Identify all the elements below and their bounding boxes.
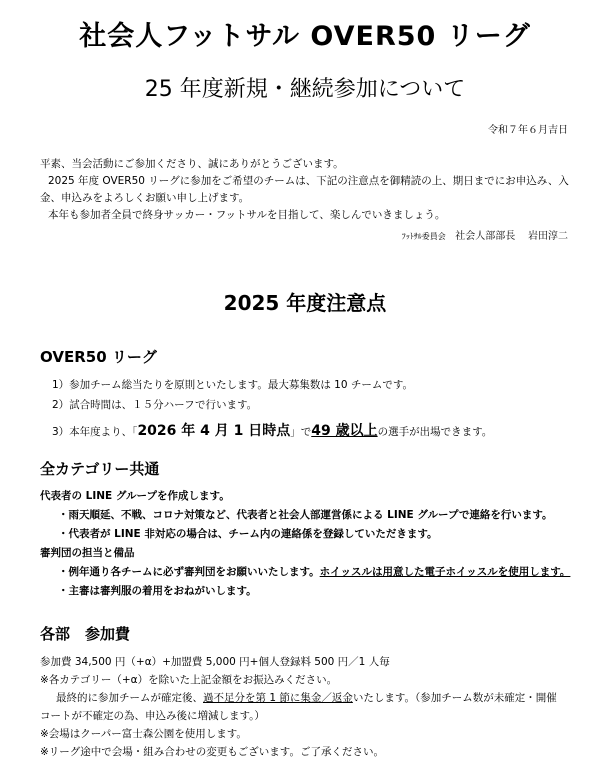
intro-line-2: 2025 年度 OVER50 リーグに参加をご希望のチームは、下記の注意点を御精読の上、期日までにお申込み、入 — [48, 175, 569, 187]
fees-line-3-post: いたします。（参加チーム数が未確定・開催 — [352, 692, 557, 704]
item3-age: 49 歳以上 — [311, 423, 378, 439]
signature-name: 岩田淳二 — [528, 231, 568, 242]
issue-date: 令和７年６月吉日 — [488, 125, 568, 136]
signature — [402, 227, 568, 242]
intro-line-4: 本年も参加者全員で終身サッカー・フットサルを目指して、楽しんでいきましょう。 — [48, 209, 446, 221]
fees-line-3 — [56, 690, 557, 705]
over50-item-2: 2）試合時間は、１５分ハーフで行います。 — [52, 399, 258, 411]
fees-heading: 各部 参加費 — [40, 625, 131, 643]
common-bullet-4: ・主審は審判服の着用をおねがいします。 — [58, 585, 257, 597]
fees-line-2: ※各カテゴリー（+α）を除いた上記金額をお振込みください。 — [40, 674, 338, 686]
fees-line-4: コートが不確定の為、申込み後に増減します。） — [40, 710, 265, 722]
fees-line-6: ※リーグ途中で会場・組み合わせの変更もございます。ご了承ください。 — [40, 746, 384, 758]
intro-line-1: 平素、当会活動にご参加くださり、誠にありがとうございます。 — [40, 158, 344, 170]
item3-date: 2026 年 4 月 1 日時点 — [137, 423, 291, 439]
common-bullet-3 — [58, 564, 570, 579]
referee-title: 審判団の担当と備品 — [40, 547, 135, 559]
notes-title: 2025 年度注意点 — [223, 291, 387, 315]
fees-line-3-pre: 最終的に参加チームが確定後、 — [56, 692, 203, 704]
common-bullet-1: ・雨天順延、不戦、コロナ対策など、代表者と社会人部運営係による LINE グループで連絡を行います。 — [58, 509, 553, 521]
bullet3-text: ・例年通り各チームに必ず審判団をお願いいたします。 — [58, 566, 320, 578]
over50-item-3 — [52, 420, 492, 440]
common-bullet-2: ・代表者が LINE 非対応の場合は、チーム内の連絡係を登録していただきます。 — [58, 528, 438, 540]
fees-line-3-underlined: 過不足分を第 1 節に集金／返金 — [203, 692, 353, 704]
item3-prefix: 3）本年度より、「 — [52, 426, 138, 438]
common-heading: 全カテゴリー共通 — [40, 460, 160, 478]
signature-department: 社会人部部長 — [455, 231, 516, 242]
line-group-text: 代表者の LINE グループを作成します。 — [40, 490, 230, 502]
fees-line-1: 参加費 34,500 円（+α）+加盟費 5,000 円+個人登録料 500 円／1 人毎 — [40, 656, 390, 668]
item3-middle: 」で — [290, 426, 312, 438]
item3-suffix: の選手が出場できます。 — [377, 426, 493, 438]
intro-line-3: 金、申込みをよろしくお願い申し上げます。 — [40, 192, 250, 204]
page-title: 社会人フットサル OVER50 リーグ — [79, 21, 531, 52]
over50-item-1: 1）参加チーム総当たりを原則といたします。最大募集数は 10 チームです。 — [52, 379, 414, 391]
bullet3-underlined: ホイッスルは用意した電子ホイッスルを使用します。 — [319, 566, 571, 578]
page-subtitle: 25 年度新規・継続参加について — [144, 77, 466, 102]
over50-heading: OVER50 リーグ — [40, 348, 157, 366]
signature-committee: ﾌｯﾄｻﾙ委員会 — [401, 232, 446, 241]
fees-line-5: ※会場はクーパー富士森公園を使用します。 — [40, 728, 247, 740]
